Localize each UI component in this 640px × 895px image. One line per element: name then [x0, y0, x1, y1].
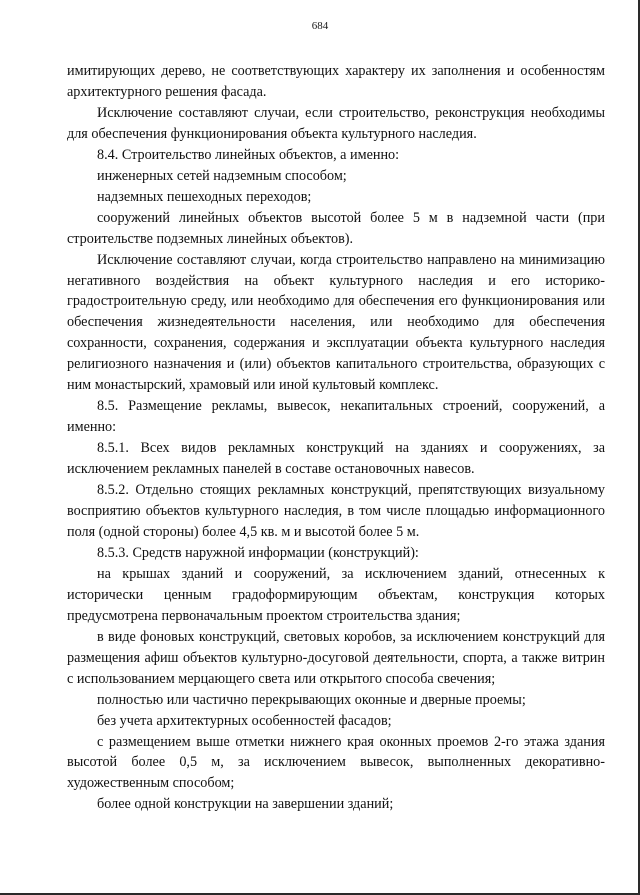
list-item-background-constructions: в виде фоновых конструкций, световых коробов, за исключением конструкций для размещения афиш объектов культурно-досуговой деятельности, спорта, а также витрин с использованием мерцающего света или открытого способа свечения; — [67, 628, 605, 687]
list-item-window-door-openings: полностью или частично перекрывающих оконные и дверные проемы; — [97, 691, 526, 708]
body-text — [67, 61, 605, 815]
list-item-pedestrian-crossings: надземных пешеходных переходов; — [97, 188, 312, 205]
paragraph-8-4: 8.4. Строительство линейных объектов, а именно: — [97, 146, 400, 163]
list-item-more-than-one: более одной конструкции на завершении зданий; — [97, 796, 394, 813]
paragraph-8-5: 8.5. Размещение рекламы, вывесок, некапитальных строений, сооружений, а именно: — [67, 398, 605, 436]
paragraph-8-5-2: 8.5.2. Отдельно стоящих рекламных конструкций, препятствующих визуальному восприятию объектов культурного наследия, в том числе площадью информационного поля (одной стороны) более 4,5 кв. м и высотой более 5 м. — [67, 482, 605, 540]
list-item-linear-structures: сооружений линейных объектов высотой более 5 м в надземной части (при строительстве подземных линейных объектов). — [67, 209, 605, 247]
paragraph-exception-functioning: Исключение составляют случаи, если строительство, реконструкция необходимы для обеспечения функционирования объекта культурного наследия. — [67, 104, 605, 142]
paragraph-8-5-1: 8.5.1. Всех видов рекламных конструкций на зданиях и сооружениях, за исключением рекламных панелей в составе остановочных навесов. — [67, 440, 605, 478]
list-item-roofs: на крышах зданий и сооружений, за исключением зданий, отнесенных к исторически ценным градоформирующим объектам, конструкция которых предусмотрена первоначальным проектом строительства здания; — [67, 565, 605, 624]
paragraph-exception-construction: Исключение составляют случаи, когда строительство направлено на минимизацию негативного воздействия на объект культурного наследия и его историко-градостроительную среду, или необходимо для обеспечения его функционирования или обеспечения жизнедеятельности населения, или необходимо для обеспечения сохранности, сохранения, содержания и эксплуатации объекта культурного наследия религиозного назначения и (или) объектов капитального строительства, образующих с ним монастырский, храмовый или иной культовый комплекс. — [67, 251, 605, 394]
list-item-engineering-networks: инженерных сетей надземным способом; — [97, 167, 347, 184]
paragraph-continuation: имитирующих дерево, не соответствующих характеру их заполнения и особенностям архитектурного решения фасада. — [67, 63, 605, 100]
list-item-above-window-level: с размещением выше отметки нижнего края оконных проемов 2-го этажа здания высотой более 0,5 м, за исключением вывесок, выполненных декоративно-художественным способом; — [67, 733, 605, 792]
page-number: 684 — [311, 20, 329, 32]
list-item-facade-features: без учета архитектурных особенностей фасадов; — [97, 712, 392, 729]
paragraph-8-5-3: 8.5.3. Средств наружной информации (конструкций): — [97, 544, 419, 561]
